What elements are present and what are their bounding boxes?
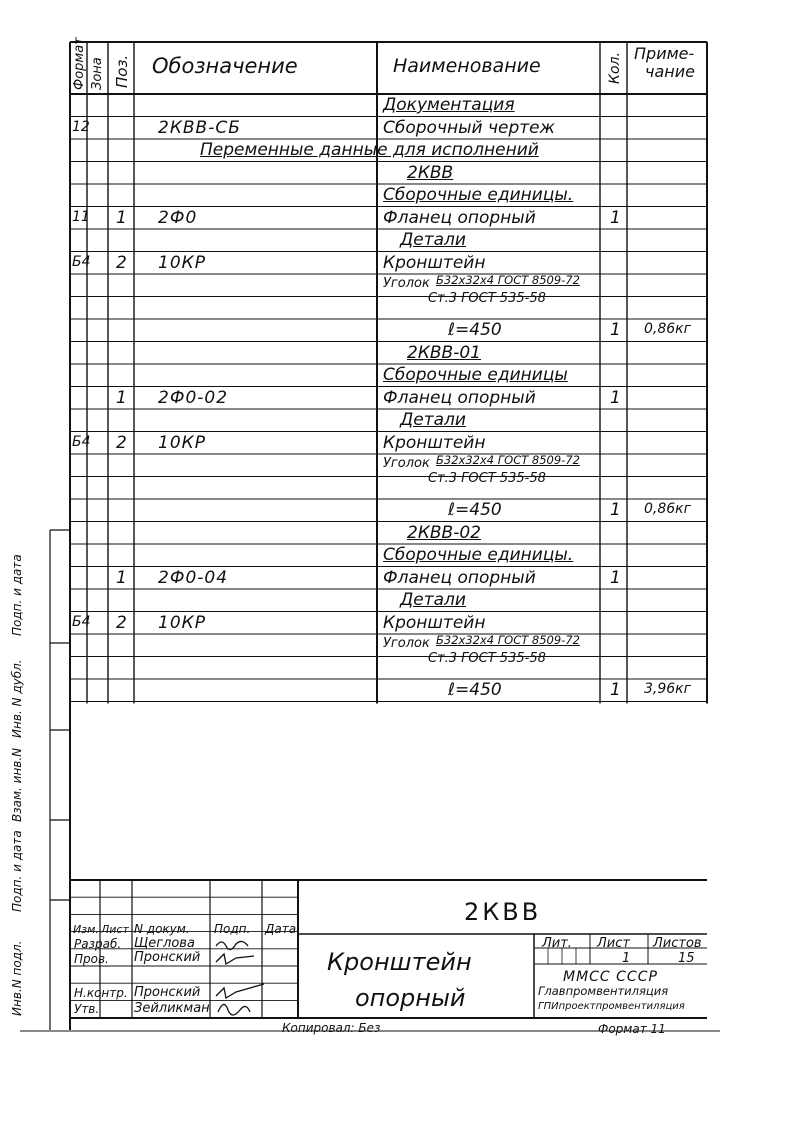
row-name: ℓ=450 [448, 500, 502, 520]
title-line2: опорный [355, 984, 466, 1012]
name-prov: Пронский [134, 950, 201, 965]
header-name: Наименование [393, 55, 541, 77]
row-pos: 1 [116, 387, 127, 408]
row-format: 12 [72, 118, 90, 135]
row-name: Уголок [383, 636, 430, 651]
name-utv: Зейликман [134, 1001, 210, 1016]
row-name: Кронштейн [383, 612, 486, 633]
row-note: 0,86кг [644, 321, 691, 337]
side-label-inv-orig: Инв.N подл. [10, 940, 24, 1016]
row-format: 11 [72, 208, 90, 225]
row-name: 2КВВ-02 [407, 522, 481, 543]
role-nkontr: Н.контр. [74, 986, 128, 1000]
row-name: Кронштейн [383, 432, 486, 453]
header-format: Формат [72, 37, 87, 90]
row-designation: 10КР [158, 612, 206, 633]
row-name: Кронштейн [383, 252, 486, 273]
side-label-sign-date-2: Подп. и дата [10, 554, 24, 636]
row-pos: 2 [116, 612, 127, 633]
row-name: Уголок [383, 276, 430, 291]
row-name: Фланец опорный [383, 387, 536, 408]
sheet-number: 1 [622, 951, 631, 966]
name-nkontr: Пронский [134, 985, 201, 1000]
row-name: 2КВВ-01 [407, 342, 481, 363]
org-line1: ММСС СССР [563, 969, 658, 985]
sheet-label: Лист [597, 936, 630, 951]
header-designation: Обозначение [152, 54, 298, 78]
row-pos: 1 [116, 207, 127, 228]
org-line2: Главпромвентиляция [538, 984, 669, 998]
row-pos: 2 [116, 432, 127, 453]
row-name: Фланец опорный [383, 567, 536, 588]
row-name: Документация [383, 95, 515, 115]
row-name: Детали [400, 590, 466, 610]
row-name: Детали [400, 230, 466, 250]
row-fraction-top: Б32х32х4 ГОСТ 8509-72 [436, 453, 580, 467]
row-name: Сборочные единицы. [383, 185, 574, 205]
row-wide-label: Переменные данные для исполнений [200, 140, 539, 160]
footer-format: Формат 11 [598, 1022, 666, 1036]
org-line3: ГПИпроектпромвентиляция [538, 1001, 685, 1012]
col-izm: Изм. [73, 923, 99, 936]
row-format: Б4 [72, 253, 91, 270]
row-format: Б4 [72, 613, 91, 630]
row-fraction-bottom: Ст.3 ГОСТ 535-58 [428, 471, 546, 486]
row-qty: 1 [610, 567, 621, 588]
row-designation: 10КР [158, 432, 206, 453]
header-pos: Поз. [113, 54, 131, 88]
sheets-label: Листов [653, 936, 702, 951]
row-designation: 2Ф0-04 [158, 567, 229, 588]
row-designation: 2Ф0-02 [158, 387, 229, 408]
row-qty: 1 [610, 500, 621, 520]
row-name: Сборочные единицы. [383, 545, 574, 565]
side-label-sign-date-1: Подп. и дата [10, 830, 24, 912]
row-fraction-top: Б32х32х4 ГОСТ 8509-72 [436, 633, 580, 647]
side-label-replace-inv: Взам. инв.N [10, 747, 24, 822]
row-designation: 10КР [158, 252, 206, 273]
sheets-number: 15 [678, 951, 695, 966]
row-qty: 1 [610, 387, 621, 408]
row-pos: 2 [116, 252, 127, 273]
row-name: ℓ=450 [448, 680, 502, 700]
row-qty: 1 [610, 320, 621, 340]
row-designation: 2Ф0 [158, 207, 198, 228]
role-prov: Пров. [74, 952, 109, 966]
col-list: Лист [101, 923, 129, 936]
header-note1: Приме- [634, 44, 695, 63]
col-sign: Подп. [214, 922, 251, 936]
header-qty: Кол. [607, 52, 623, 84]
row-pos: 1 [116, 567, 127, 588]
title-line1: Кронштейн [327, 948, 472, 976]
col-date: Дата [265, 922, 297, 936]
row-fraction-top: Б32х32х4 ГОСТ 8509-72 [436, 273, 580, 287]
row-note: 0,86кг [644, 501, 691, 517]
row-fraction-bottom: Ст.3 ГОСТ 535-58 [428, 291, 546, 306]
role-razrab: Разраб. [74, 937, 122, 951]
row-qty: 1 [610, 207, 621, 228]
row-note: 3,96кг [644, 681, 691, 697]
row-fraction-bottom: Ст.3 ГОСТ 535-58 [428, 651, 546, 666]
footer-copied: Копировал: Без [282, 1021, 381, 1035]
row-qty: 1 [610, 680, 621, 700]
row-name: Сборочные единицы [383, 365, 568, 385]
header-zone: Зона [90, 57, 105, 90]
side-label-inv-dup: Инв. N дубл. [10, 659, 24, 738]
header-note2: чание [645, 62, 695, 81]
title-code: 2КВВ [464, 898, 542, 926]
row-name: Детали [400, 410, 466, 430]
row-name: Сборочный чертеж [383, 117, 555, 138]
lit-label: Лит. [542, 936, 572, 951]
row-name: Уголок [383, 456, 430, 471]
name-razrab: Щеглова [134, 936, 195, 951]
row-format: Б4 [72, 433, 91, 450]
row-name: ℓ=450 [448, 320, 502, 340]
col-ndoc: N докум. [134, 922, 190, 936]
row-name: 2КВВ [407, 162, 454, 183]
row-name: Фланец опорный [383, 207, 536, 228]
row-designation: 2КВВ-СБ [158, 117, 241, 138]
role-utv: Утв. [74, 1002, 100, 1016]
